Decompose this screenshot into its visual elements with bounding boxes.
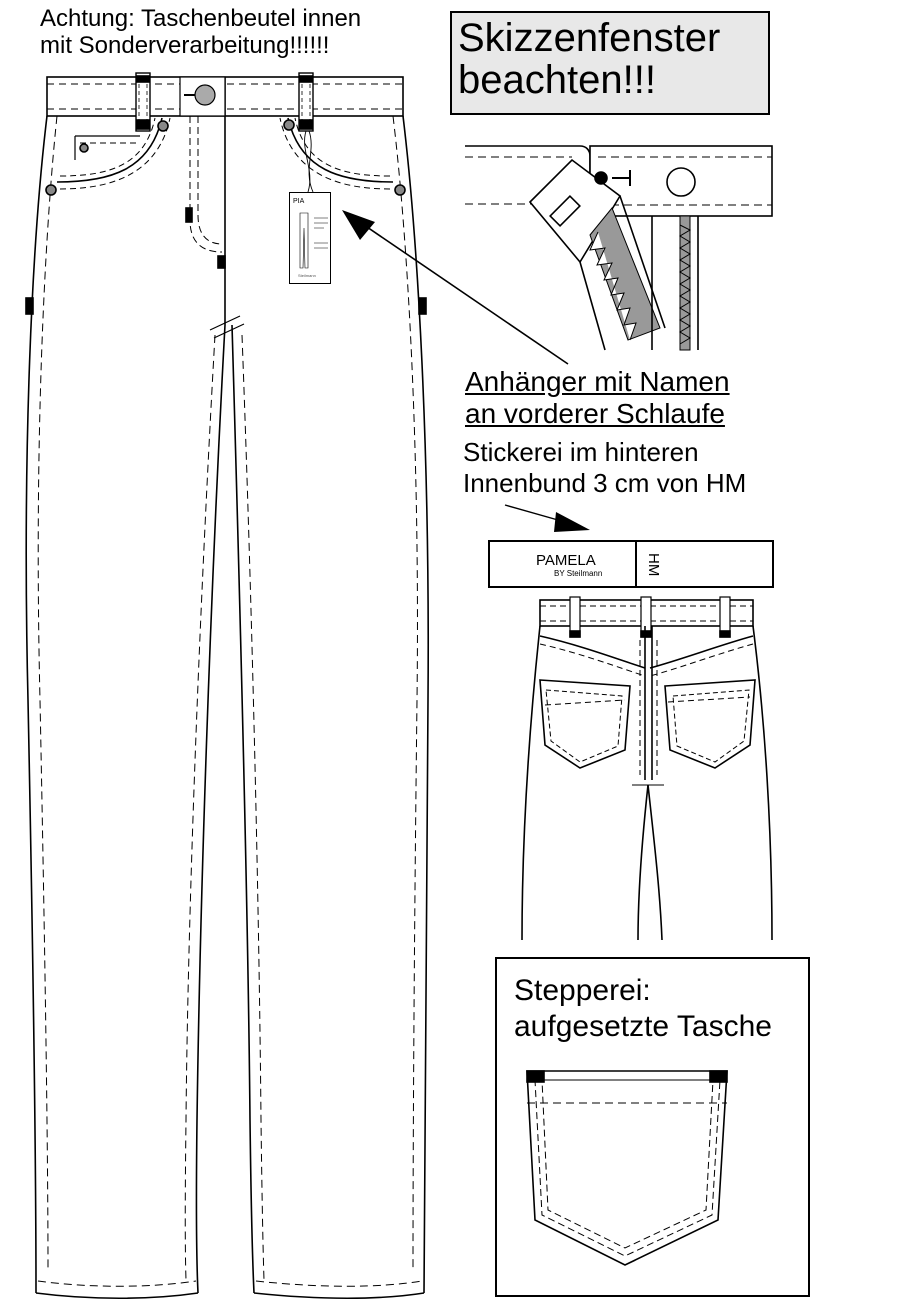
front-hem-right: [254, 1293, 424, 1298]
label-divider: [635, 542, 637, 586]
stitch-detail-header: [514, 973, 772, 1045]
stitch-detail-line-2: aufgesetzte Tasche: [514, 1010, 772, 1043]
front-hem-left: [36, 1293, 198, 1298]
hangtag-name: PIA: [293, 198, 305, 205]
label-subbrand: BY Steilmann: [554, 569, 603, 578]
inner-waistband-label: [488, 540, 774, 588]
front-inseam-right: [232, 325, 254, 1293]
front-outer-right-seam: [403, 116, 428, 1293]
top-warning-line-2: mit Sonderverarbeitung!!!!!!: [40, 31, 330, 59]
front-button: [195, 85, 215, 105]
front-inseam-left: [196, 325, 225, 1293]
embroidery-note-line-2: Innenbund 3 cm von HM: [463, 467, 747, 498]
hangtag: [289, 192, 331, 284]
top-warning-line-1: Achtung: Taschenbeutel innen: [40, 5, 362, 32]
label-brand: PAMELA: [536, 552, 596, 569]
sketch-window-line-1: Skizzenfenster: [458, 16, 721, 60]
hangtag-arrow: [345, 212, 568, 364]
back-view-jeans: [522, 597, 772, 940]
front-outer-left-seam: [26, 116, 47, 1293]
stitch-detail-line-1: Stepperei:: [514, 974, 651, 1007]
label-hm: HM: [645, 553, 662, 577]
back-pocket-left: [540, 680, 630, 768]
hangtag-note-line-2: an vorderer Schlaufe: [465, 398, 725, 430]
hangtag-pants-icon: [294, 208, 334, 278]
embroidery-note-line-1: Stickerei im hinteren: [463, 437, 699, 467]
back-pocket-right: [665, 680, 755, 768]
hangtag-note-line-1: Anhänger mit Namen: [465, 366, 730, 397]
hangtag-brand: Steilmann: [298, 273, 316, 278]
waistband-detail-view: [465, 146, 772, 350]
sketch-window-line-2: beachten!!!: [458, 58, 656, 102]
stitch-detail-box: [495, 957, 810, 1297]
front-view-jeans: [26, 73, 428, 1298]
